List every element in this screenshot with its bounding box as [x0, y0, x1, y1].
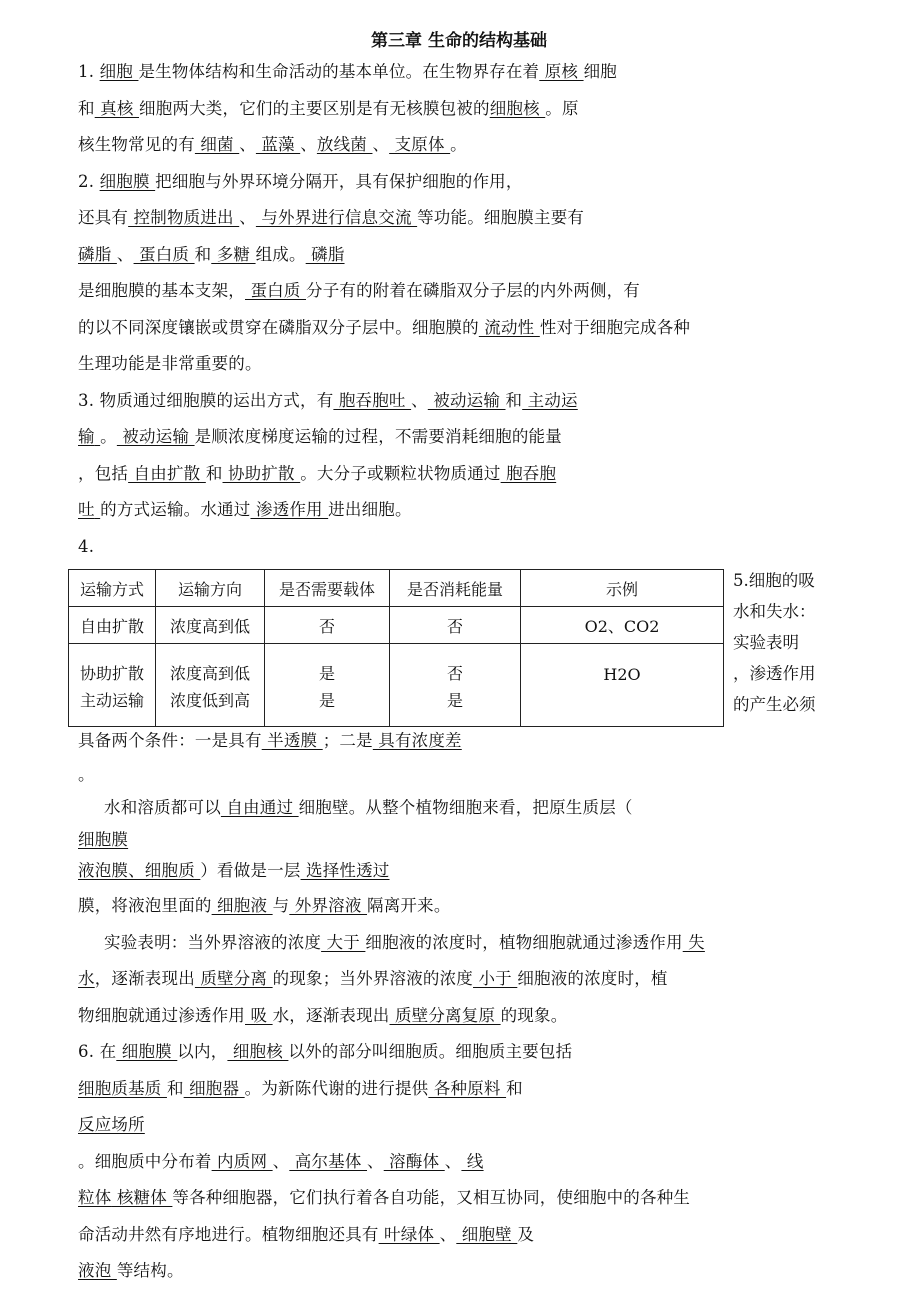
- q6-answer-cell-wall: 细胞壁: [456, 1224, 518, 1244]
- q5-text: ，逐渐表现出: [94, 969, 195, 988]
- table-cell: 否: [265, 607, 390, 644]
- q2-answer-communication: 与外界进行信息交流: [255, 208, 418, 227]
- q2-line-4: [78, 273, 840, 310]
- q6-text: 等各种细胞器，它们执行着各自功能，又相互协同，使细胞中的各种生: [172, 1188, 691, 1207]
- q5-answer-semipermeable: 半透膜: [261, 731, 323, 750]
- q6-line-4: [78, 1144, 840, 1181]
- table-cell: 浓度高到低: [156, 644, 265, 687]
- separator: 、: [272, 1151, 290, 1171]
- separator: 、: [411, 390, 428, 410]
- q6-line-6: [78, 1217, 840, 1254]
- q1-line-3: [78, 127, 840, 164]
- q6-line-7: [78, 1253, 840, 1290]
- separator: 、: [239, 135, 256, 154]
- q5-line-7: [78, 925, 840, 962]
- q3-text: ，包括: [78, 463, 129, 483]
- document-page: [78, 28, 840, 1290]
- q1-number: 1.: [78, 62, 100, 81]
- table-cell: 是: [265, 644, 390, 687]
- q5-answer-vacuole-cytoplasm: 液泡膜、细胞质: [78, 861, 201, 880]
- q6-answer-lysosome: 溶酶体: [383, 1151, 445, 1171]
- q2-number: 2.: [78, 171, 100, 191]
- q5-answer-lose: 失: [682, 932, 705, 952]
- q2-line-5: [78, 310, 840, 347]
- q5-answer-external-solution: 外界溶液: [289, 896, 368, 915]
- q5-answer-water: 水: [78, 969, 95, 988]
- q5-text: 物细胞就通过渗透作用: [78, 1005, 245, 1025]
- q5-side-text: [733, 565, 843, 720]
- q5-text: 水和溶质都可以: [104, 797, 221, 817]
- q5-text: 膜，将液泡里面的: [78, 896, 212, 915]
- q3-line-4: [78, 492, 840, 529]
- separator: 、: [239, 208, 256, 227]
- q3-line-3: [78, 456, 840, 493]
- q5-side-line: ，渗透作用: [733, 664, 816, 683]
- q6-answer-reaction-site: 反应场所: [78, 1115, 145, 1134]
- q5-answer-free-pass: 自由通过: [220, 797, 299, 817]
- q3-answer-endo-exocytosis: 胞吞胞吐: [333, 390, 412, 410]
- table-row: [69, 644, 724, 687]
- q2-text: 性对于细胞完成各种: [539, 317, 691, 337]
- q6-answer-vacuole: 液泡: [78, 1261, 117, 1280]
- q3-answer-endocytosis: 胞吞胞: [500, 463, 557, 483]
- q6-answer-raw-materials: 各种原料: [428, 1078, 507, 1098]
- table-header-cell: 是否消耗能量: [390, 570, 521, 607]
- table-cell: 自由扩散: [69, 607, 156, 644]
- q3-answer-passive-2: 被动运输: [116, 427, 195, 446]
- table-cell: 是: [390, 686, 521, 727]
- q5-side-line: 5.细胞的吸: [733, 571, 815, 590]
- q2-line-1: [78, 164, 840, 201]
- table-row: [69, 607, 724, 644]
- q5-line-6: [78, 888, 840, 925]
- q1-text: 和: [78, 98, 95, 118]
- q1-text: 核生物常见的有: [78, 135, 195, 154]
- q3-text: 进出细胞。: [328, 500, 412, 519]
- q6-text: 及: [517, 1224, 535, 1244]
- q1-text: 细胞: [583, 62, 617, 81]
- q2-text: 的以不同深度镶嵌或贯穿在磷脂双分子层中。细胞膜的: [78, 317, 479, 337]
- q6-answer-membrane: 细胞膜: [116, 1042, 178, 1061]
- separator: 、: [300, 135, 317, 154]
- q6-answer-ribosome: 核糖体: [111, 1188, 173, 1207]
- q2-text: 等功能。细胞膜主要有: [417, 208, 585, 227]
- q5-line-8: [78, 961, 840, 998]
- q5-text: 的现象。: [500, 1005, 568, 1025]
- table-cell: H2O: [521, 644, 724, 687]
- q5-text: 水，逐渐表现出: [272, 1005, 390, 1025]
- table-cell: 浓度低到高: [156, 686, 265, 727]
- table-cell: 否: [390, 607, 521, 644]
- separator: 、: [116, 244, 134, 264]
- q2-answer-control: 控制物质进出: [128, 208, 240, 227]
- q5-text: 的现象；当外界溶液的浓度: [272, 969, 474, 988]
- q2-text: 把细胞与外界环境分隔开，具有保护细胞的作用，: [155, 171, 523, 191]
- q5-answer-greater: 大于: [321, 932, 366, 952]
- q1-text: 。原: [545, 98, 579, 118]
- q6-text: 。为新陈代谢的进行提供: [244, 1078, 429, 1098]
- q5-answer-deplasmolysis: 质壁分离复原: [389, 1005, 501, 1025]
- table-header-cell: 示例: [521, 570, 724, 607]
- q3-answer-osmosis: 渗透作用: [250, 500, 329, 519]
- q5-side-line: 的产生必须: [733, 695, 816, 714]
- q6-number: 6. 在: [78, 1042, 117, 1061]
- q6-answer-er: 内质网: [211, 1151, 273, 1171]
- table-cell: 浓度高到低: [156, 607, 265, 644]
- q6-text: 以外的部分叫细胞质。细胞质主要包括: [288, 1042, 573, 1061]
- q5-side-line: 实验表明: [733, 633, 799, 652]
- q2-answer-phospholipid: 磷脂: [78, 244, 117, 264]
- q6-line-3: [78, 1107, 840, 1144]
- q1-text: 是生物体结构和生命活动的基本单位。在生物界存在着: [138, 62, 540, 81]
- q6-text: 。细胞质中分布着: [78, 1151, 212, 1171]
- separator: 。: [450, 135, 467, 154]
- q2-answer-polysaccharide: 多糖: [211, 244, 256, 264]
- q5-line-3: [78, 790, 840, 827]
- q6-text: 等结构。: [116, 1261, 184, 1280]
- table-header-cell: 运输方式: [69, 570, 156, 607]
- q3-text: 。: [100, 427, 117, 446]
- q6-answer-mitochondria: 线: [461, 1151, 484, 1171]
- q5-text: ；二是: [322, 731, 373, 750]
- q5-text: 实验表明：当外界溶液的浓度: [104, 932, 322, 952]
- table-header-cell: 是否需要载体: [265, 570, 390, 607]
- q5-answer-concentration-difference: 具有浓度差: [372, 731, 462, 750]
- q6-answer-nucleus: 细胞核: [227, 1042, 289, 1061]
- q5-text: 隔离开来。: [367, 896, 451, 915]
- q6-line-2: [78, 1071, 840, 1108]
- table-cell: [521, 686, 724, 727]
- q3-answer-diffusion: 自由扩散: [128, 463, 206, 483]
- table-cell: 协助扩散: [69, 644, 156, 687]
- chapter-title: 第三章 生命的结构基础: [371, 31, 547, 51]
- q6-text: 和: [506, 1078, 523, 1098]
- q2-text: 和: [194, 244, 212, 264]
- q5-text: 细胞液的浓度时，植物细胞就通过渗透作用: [365, 932, 683, 952]
- q5-line-2: 。: [78, 764, 95, 784]
- q3-text: 和: [505, 390, 523, 410]
- q2-answer-protein: 蛋白质: [133, 244, 195, 264]
- q2-answer-fluidity: 流动性: [478, 317, 540, 337]
- q3-line-1: [78, 383, 840, 420]
- q5-answer-cell-sap: 细胞液: [211, 896, 273, 915]
- q3-text: 。大分子或颗粒状物质通过: [300, 463, 501, 483]
- q3-answer-passive: 被动运输: [427, 390, 506, 410]
- q6-answer-golgi: 高尔基体: [289, 1151, 368, 1171]
- table-cell: 是: [265, 686, 390, 727]
- q2-answer-membrane: 细胞膜: [99, 171, 156, 191]
- q5-text: ）看做是一层: [200, 861, 301, 880]
- q3-text: 的方式运输。水通过: [100, 500, 251, 519]
- q2-line-6: 生理功能是非常重要的。: [78, 354, 262, 373]
- q3-answer-endocytosis-cont: 吐: [78, 500, 95, 519]
- q5-answer-absorb: 吸: [245, 1005, 273, 1025]
- table-row: [69, 686, 724, 727]
- q6-answer-chloroplast: 叶绿体: [378, 1224, 440, 1244]
- q3-text: 是顺浓度梯度运输的过程，不需要消耗细胞的能量: [194, 427, 562, 446]
- transport-table: [68, 569, 724, 727]
- q6-answer-matrix: 细胞质基质: [78, 1078, 167, 1098]
- table-cell: 主动运输: [69, 686, 156, 727]
- q5-text: 细胞壁。从整个植物细胞来看，把原生质层（: [298, 797, 633, 817]
- q3-answer-active: 主动运: [522, 390, 578, 410]
- q1-text: 细胞两大类，它们的主要区别是有无核膜包被的: [139, 98, 490, 118]
- q1-answer-prokaryote: 原核: [539, 62, 584, 81]
- q1-answer-eukaryote: 真核: [94, 98, 139, 118]
- q4-table-section: [78, 565, 840, 723]
- q5-line-1: [78, 723, 840, 760]
- separator: 、: [444, 1151, 462, 1171]
- table-cell: 否: [390, 644, 521, 687]
- q5-answer-plasmolysis: 质壁分离: [194, 969, 273, 988]
- q5-line-9: [78, 998, 840, 1035]
- q5-line-5: [78, 854, 840, 888]
- q2-line-2: [78, 200, 840, 237]
- q1-answer-mycoplasma: 支原体: [389, 135, 451, 154]
- q6-text: 和: [166, 1078, 184, 1098]
- q1-line-2: [78, 91, 840, 128]
- q1-answer-nucleus: 细胞核: [489, 98, 546, 118]
- q5-text: 具备两个条件：一是具有: [78, 731, 262, 750]
- table-header-cell: 运输方向: [156, 570, 265, 607]
- q5-text: 与: [272, 896, 290, 915]
- q5-answer-selective: 选择性透过: [300, 861, 390, 880]
- q5-line-4: [78, 826, 840, 854]
- q6-line-5: [78, 1180, 840, 1217]
- q2-answer-protein-2: 蛋白质: [245, 281, 306, 300]
- q4-number: 4.: [78, 536, 95, 556]
- q6-text: 以内，: [177, 1042, 228, 1061]
- q1-answer-cyanobacteria: 蓝藻: [255, 135, 301, 154]
- q2-answer-phospholipid-2: 磷脂: [305, 244, 345, 264]
- q2-text: 组成。: [255, 244, 306, 264]
- q2-text: 还具有: [78, 208, 129, 227]
- q2-text: 分子有的附着在磷脂双分子层的内外两侧，有: [306, 281, 640, 300]
- q6-answer-organelles: 细胞器: [183, 1078, 245, 1098]
- q1-answer-actinomycetes: 放线菌: [316, 135, 373, 154]
- q1-answer-cell: 细胞: [99, 62, 139, 81]
- table-header-row: [69, 570, 724, 607]
- q5-side-line: 水和失水：: [733, 602, 816, 621]
- q5-answer-less: 小于: [473, 969, 518, 988]
- separator: 、: [439, 1224, 457, 1244]
- q2-line-3: [78, 237, 840, 274]
- q3-answer-facilitated: 协助扩散: [222, 463, 301, 483]
- q3-answer-active-cont: 输: [78, 427, 95, 446]
- q5-answer-cell-membrane: 细胞膜: [78, 830, 129, 849]
- q2-text: 是细胞膜的基本支架，: [78, 281, 245, 300]
- q3-line-2: [78, 419, 840, 456]
- separator: 、: [372, 135, 390, 154]
- q3-text: 和: [205, 463, 223, 483]
- q5-text: 细胞液的浓度时，植: [517, 969, 668, 988]
- q1-line-1: [78, 54, 840, 91]
- q1-answer-bacteria: 细菌: [194, 135, 240, 154]
- table-cell: O2、CO2: [521, 607, 724, 644]
- q6-line-1: [78, 1034, 840, 1071]
- separator: 、: [367, 1151, 384, 1171]
- q6-text: 命活动井然有序地进行。植物细胞还具有: [78, 1224, 379, 1244]
- q6-answer-mitochondria-cont: 粒体: [78, 1188, 112, 1207]
- q3-text: 3. 物质通过细胞膜的运出方式，有: [78, 390, 334, 410]
